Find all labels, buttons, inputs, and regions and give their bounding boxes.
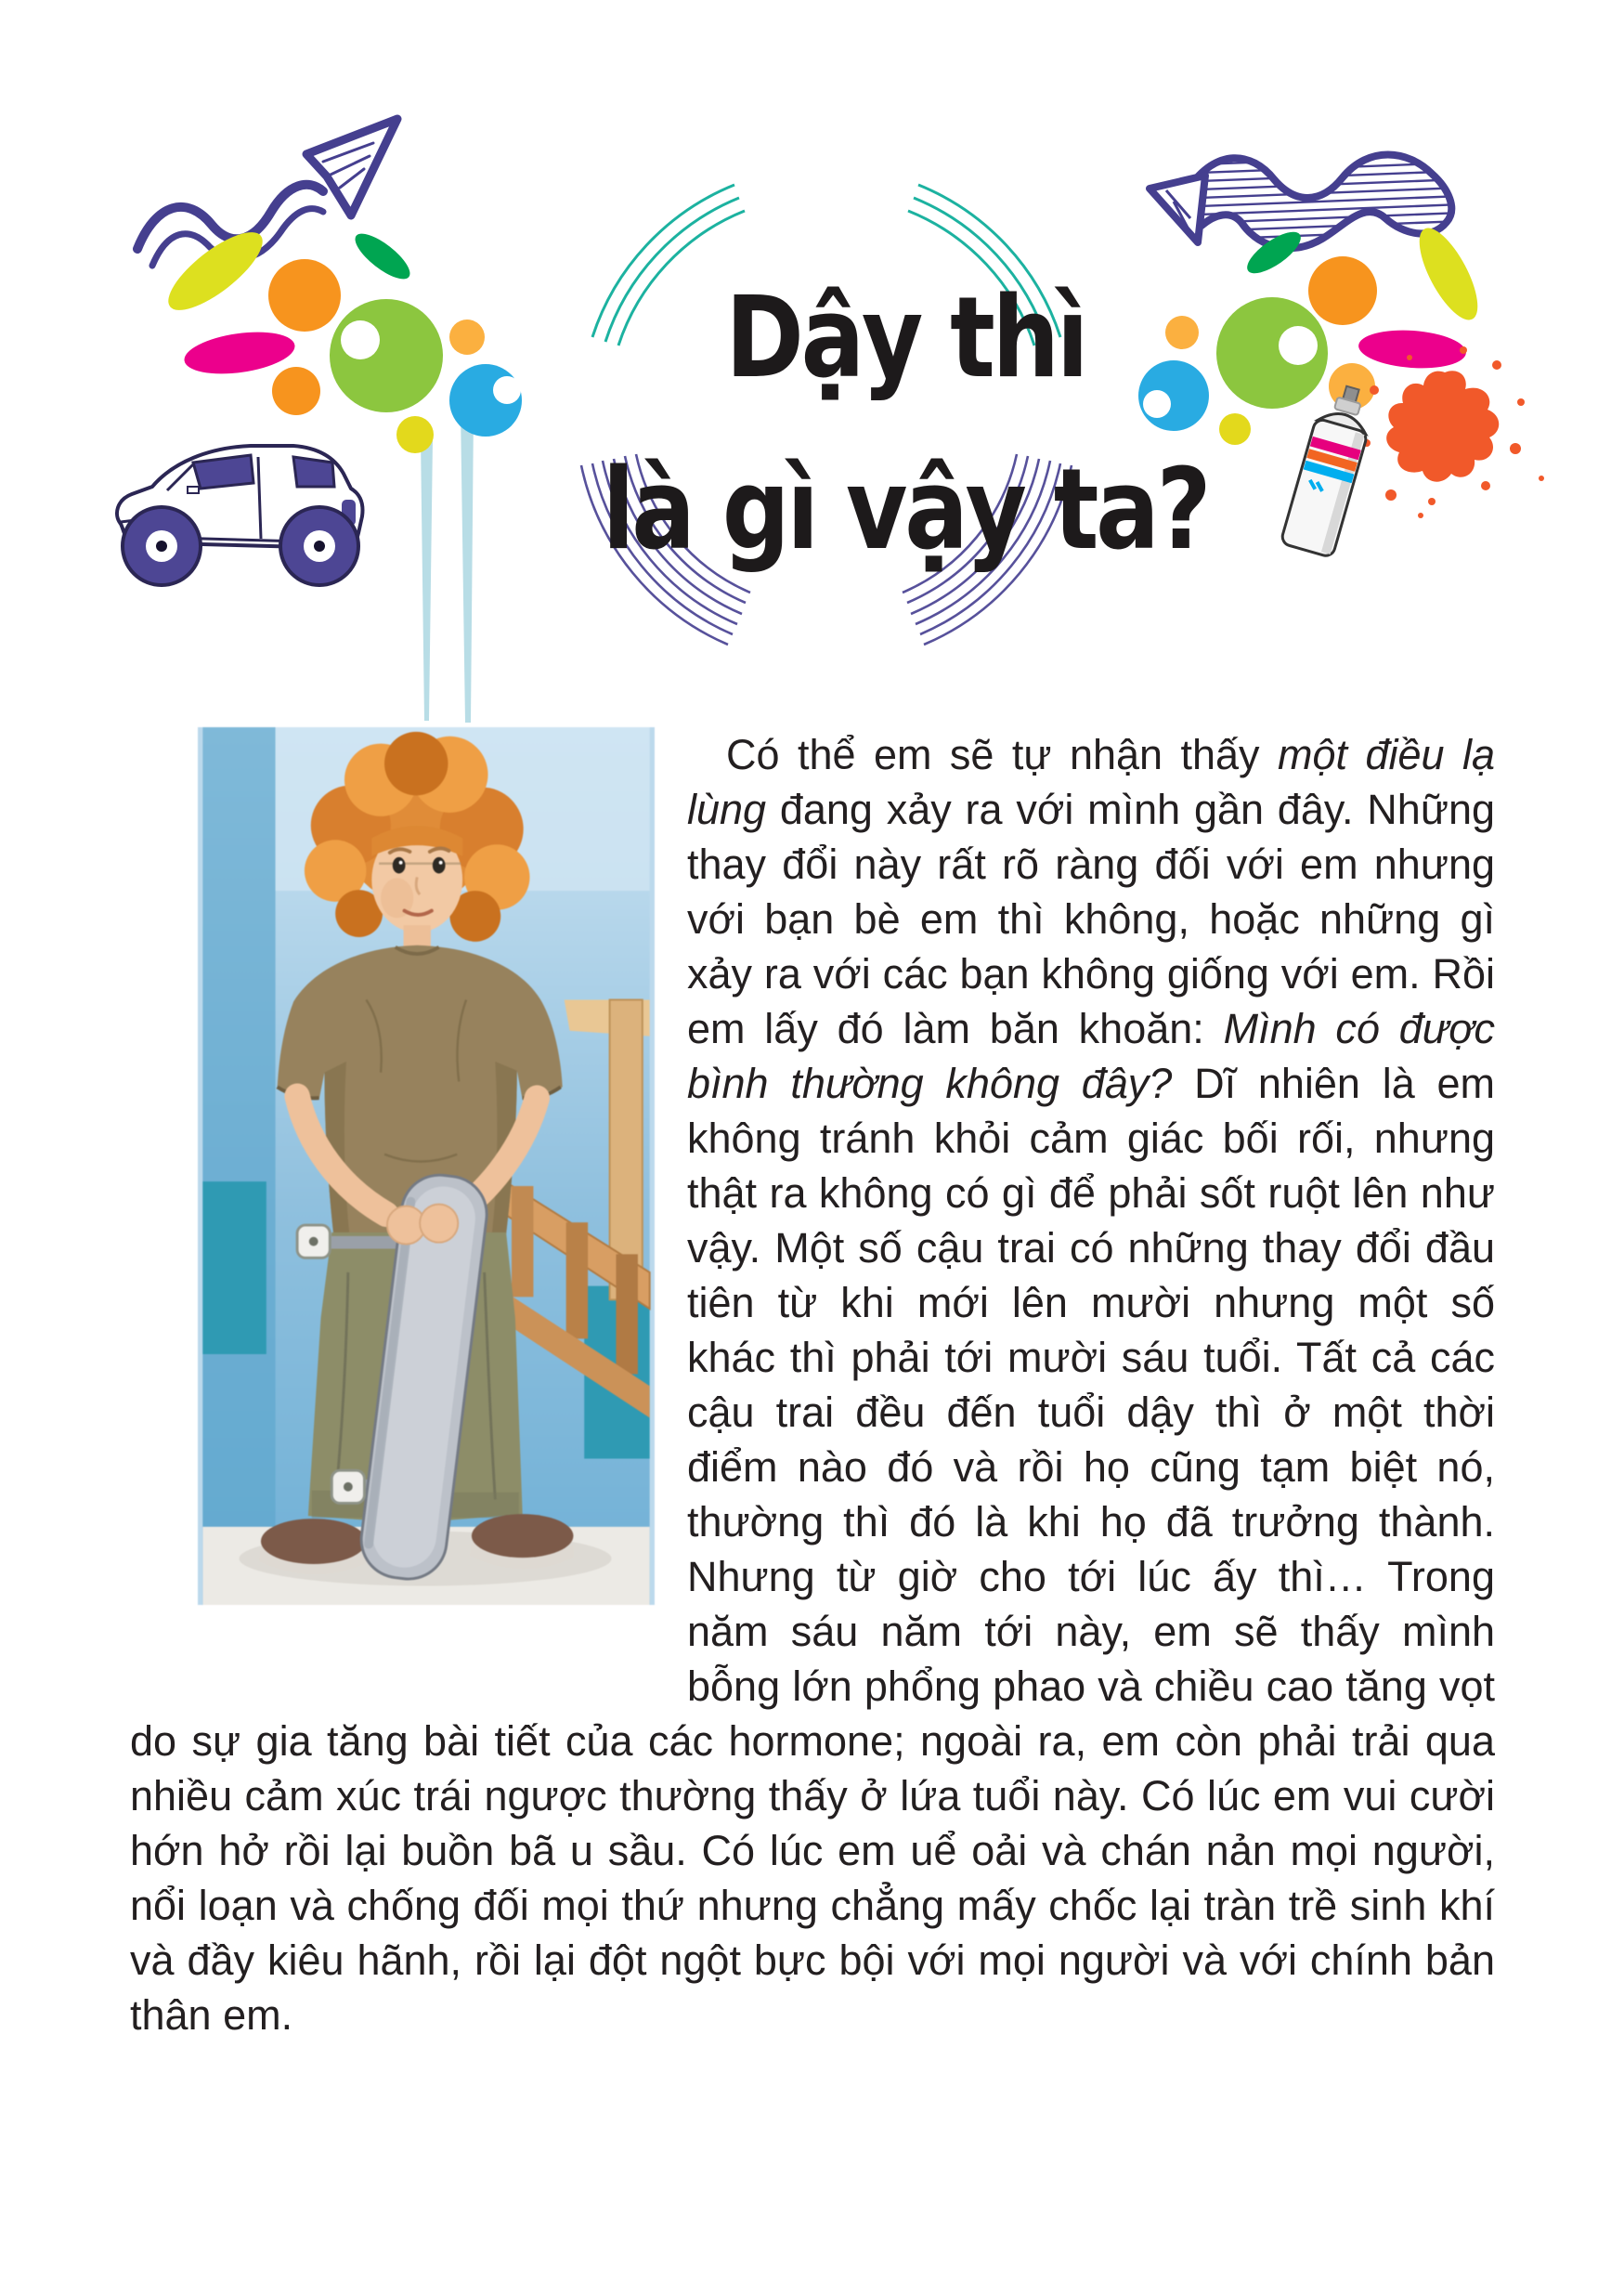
paragraph-segment: Dĩ nhiên là em không tránh khỏi cảm giác bối rối, nhưng thật ra không có gì để phải sốt ruột lên như vậy. Một số cậu trai có những thay đổi đầu tiên từ khi mới lên mười nhưng một số khác thì phải tới mười sáu tuổi. Tất cả các cậu trai đều đến tuổi dậy thì ở một thời điểm nào đó và rồi họ cũng tạm biệt nó, thường thì đó là khi họ đã trưởng thành. Nhưng từ giờ cho tới lúc ấy thì… Trong năm sáu năm tới này, em sẽ thấy mình bỗng lớn phổng phao và chiều cao tăng vọt do sự gia tăng bài tiết của các hormone; ngoài ra, em còn phải trải qua nhiều cảm xúc trái ngược thường thấy ở lứa tuổi này. Có lúc em vui cười hớn hở rồi lại buồn bã u sầu. Có lúc em uể oải và chán nản mọi người, nổi loạn và chống đối mọi thứ nhưng chẳng mấy chốc lại tràn trề sinh khí và đầy kiêu hãnh, rồi lại đột ngột bực bội với mọi người và với chính bản thân em. <box>130 1060 1495 2039</box>
dot-icon <box>268 259 341 332</box>
car-icon <box>117 446 363 585</box>
paint-splatter-icon <box>1363 346 1544 518</box>
dot-icon <box>1308 256 1377 325</box>
dot-icon <box>330 299 443 412</box>
dot-icon <box>396 416 434 453</box>
stem-icon <box>461 411 474 723</box>
left-decoration-cluster <box>74 65 557 734</box>
leaf-icon <box>1409 220 1489 328</box>
leaf-icon <box>1358 327 1468 372</box>
leaf-icon <box>349 227 417 287</box>
boy-with-skateboard-photo <box>198 727 655 1605</box>
boy-illustration <box>198 727 655 1605</box>
dot-icon <box>449 319 485 355</box>
page-title <box>506 269 1305 613</box>
stem-icon <box>421 438 433 721</box>
wavy-scribble-icon <box>1150 146 1463 248</box>
page-title-line1: Dậy thì <box>724 274 1086 403</box>
paragraph-segment-italic: Mình có được bình thường không đây? <box>687 1005 1495 1107</box>
paragraph-segment: đang xảy ra với mình gần đây. Những thay đổi này rất rõ ràng đối với em nhưng với bạn bè em thì không, hoặc những gì xảy ra với các bạn không giống với em. Rồi em lấy đó làm băn khoăn: <box>687 786 1495 1052</box>
hand <box>420 1205 458 1243</box>
photo-float <box>130 727 687 1665</box>
paragraph-segment: Có thể em sẽ tự nhận thấy <box>726 731 1278 778</box>
page-title-line2: là gì vậy ta? <box>602 446 1209 575</box>
dot-hole <box>341 320 380 359</box>
article-body <box>130 727 1495 2042</box>
dot-icon <box>272 367 320 415</box>
leaf-icon <box>182 326 298 380</box>
paragraph-segment-italic: một điều lạ lùng <box>687 731 1495 833</box>
